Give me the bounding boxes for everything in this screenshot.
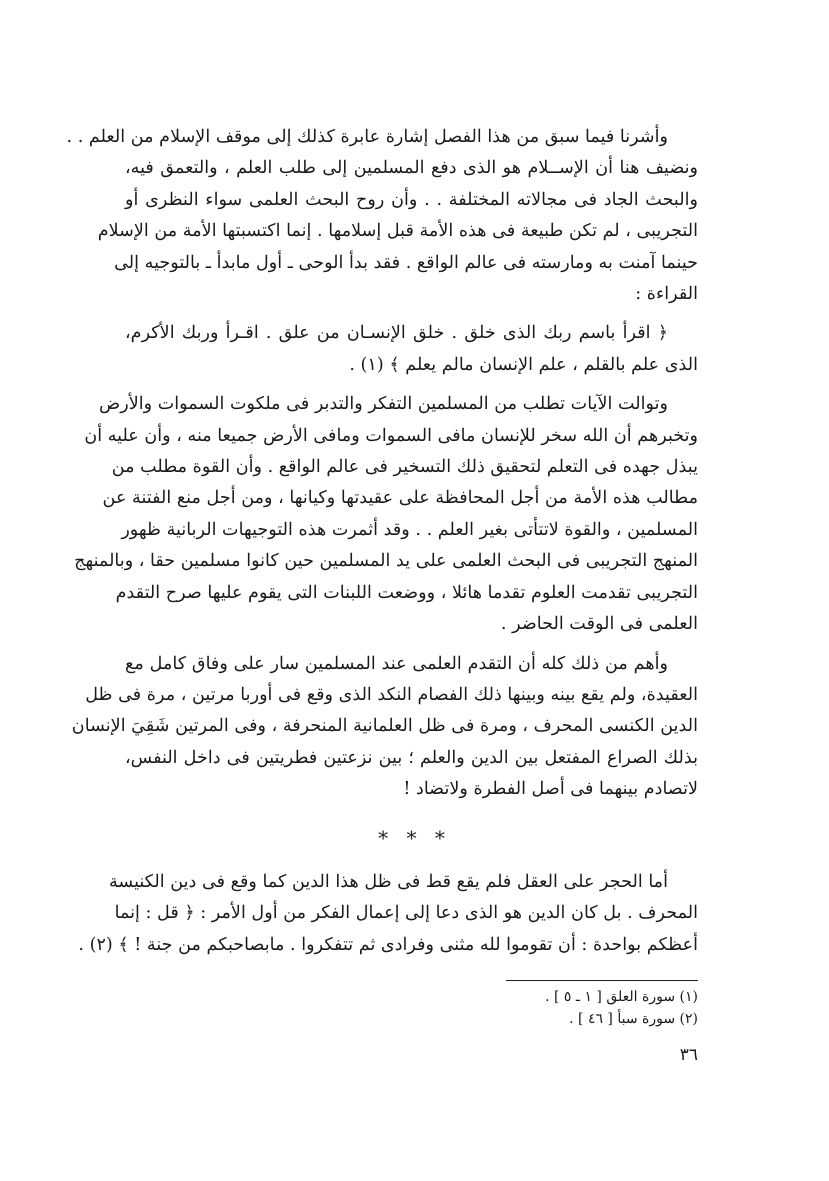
footnotes (400, 986, 698, 1030)
text-line: المحرف . بل كان الدين هو الذى دعا إلى إعمال الفكر من أول الأمر : ﴿ قل : إنما (114, 903, 698, 924)
text-line: بذلك الصراع المفتعل بين الدين والعلم ؛ بين نزعتين فطريتين فى داخل النفس، (125, 747, 698, 768)
text-line: مطالب هذه الأمة من أجل المحافظة على عقيدتها وكيانها ، ومن أجل منع الفتنة عن (102, 488, 698, 509)
text-line: العلمى فى الوقت الحاضر . (500, 614, 698, 635)
main-text (66, 122, 698, 814)
main-text-continued (78, 867, 698, 969)
paragraph-2 (125, 318, 698, 381)
text-line: التجريبى تقدمت العلوم تقدما هائلا ، ووضعت اللبنات التى يقوم عليها صرح التقدم (115, 582, 698, 603)
text-line: الدين الكنسى المحرف ، ومرة فى ظل العلمانية المنحرفة ، وفى المرتين شَقِيَ الإنسان (71, 716, 698, 737)
footnote-divider (506, 980, 698, 981)
text-line: لاتصادم بينهما فى أصل الفطرة ولاتضاد ! (403, 779, 698, 800)
paragraph-4 (71, 649, 698, 806)
text-line: الذى علم بالقلم ، علم الإنسان مالم يعلم ﴾ (١) . (349, 354, 698, 375)
paragraph-5 (78, 867, 698, 961)
text-line: التجريبى ، لم تكن طبيعة فى هذه الأمة قبل إسلامها . إنما اكتسبتها الأمة من الإسلام (97, 221, 698, 242)
text-line: يبذل جهده فى التعلم لتحقيق ذلك التسخير فى عالم الواقع . وأن القوة مطلب من (111, 457, 698, 478)
text-line: المنهج التجريبى فى البحث العلمى على يد المسلمين حين كانوا مسلمين حقا ، وبالمنهج (74, 551, 698, 572)
text-line: والبحث الجاد فى مجالاته المختلفة . . وأن روح البحث العلمى سواء النظرى أو (125, 189, 698, 210)
text-line: وتخبرهم أن الله سخر للإنسان مافى السموات ومافى الأرض جميعا منه ، وأن عليه أن (84, 425, 698, 446)
text-line: المسلمين ، والقوة لاتتأتى بغير العلم . . وقد أثمرت هذه التوجيهات الربانية ظهور (121, 519, 698, 540)
text-line: وأشرنا فيما سبق من هذا الفصل إشارة عابرة كذلك إلى موقف الإسلام من العلم . . (66, 127, 668, 147)
text-line: القراءة : (635, 284, 698, 305)
paragraph-3 (74, 389, 698, 640)
text-line: حينما آمنت به ومارسته فى عالم الواقع . فقد بدأ الوحى ـ أول مابدأ ـ بالتوجيه إلى (114, 252, 698, 273)
text-line: أما الحجر على العقل فلم يقع قط فى ظل هذا الدين كما وقع فى دين الكنيسة (108, 872, 668, 892)
section-separator: * * * (378, 826, 451, 850)
text-line: أعظكم بواحدة : أن تقوموا لله مثنى وفرادى ثم تتفكروا . مابصاحبكم من جنة ! ﴾ (٢) . (78, 934, 698, 955)
text-line: ونضيف هنا أن الإســلام هو الذى دفع المسلمين إلى طلب العلم ، والتعمق فيه، (125, 158, 698, 179)
text-line: وأهم من ذلك كله أن التقدم العلمى عند المسلمين سار على وفاق كامل مع (125, 653, 668, 674)
page-number: ٣٦ (679, 1045, 698, 1065)
footnote-1: (١) سورة العلق [ ١ ـ ٥ ] . (545, 989, 698, 1005)
text-line: ﴿ اقرأ باسم ربك الذى خلق . خلق الإنسـان من علق . اقـرأ وربك الأكرم، (125, 323, 668, 344)
text-line: وتوالت الآيات تطلب من المسلمين التفكر والتدبر فى ملكوت السموات والأرض (98, 394, 668, 415)
paragraph-1 (66, 122, 698, 310)
footnote-2: (٢) سورة سبأ [ ٤٦ ] . (569, 1011, 698, 1027)
text-line: العقيدة، ولم يقع بينه وبينها ذلك الفصام النكد الذى وقع فى أوربا مرتين ، مرة فى ظل (85, 684, 698, 705)
